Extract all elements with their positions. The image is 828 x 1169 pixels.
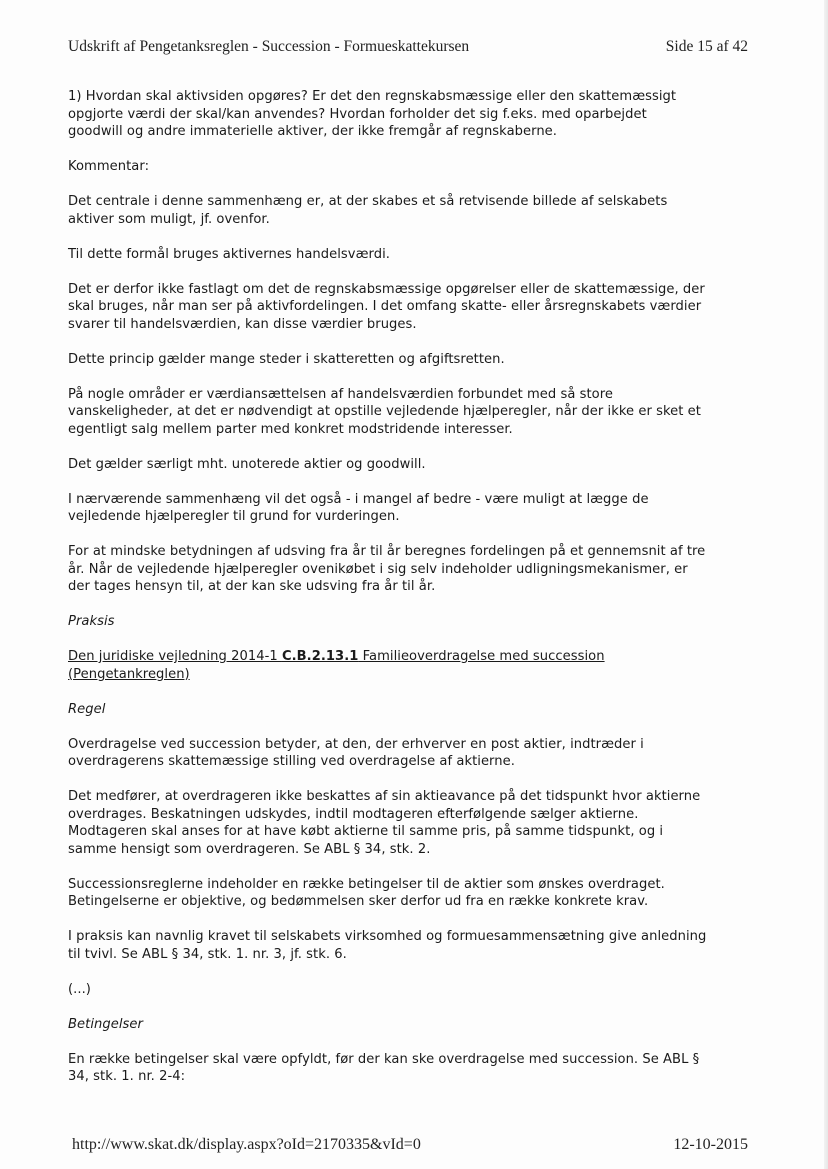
question-line: 1) Hvordan skal aktivsiden opgøres? Er det den regnskabsmæssige eller den skattemæssigt bbox=[68, 89, 677, 104]
ellipsis: (...) bbox=[68, 981, 91, 997]
paragraph-line: egentligt salg mellem parter med konkret modstridende interesser. bbox=[68, 421, 513, 437]
question-line: goodwill og andre immaterielle aktiver, der ikke fremgår af regnskaberne. bbox=[68, 124, 557, 139]
paragraph-line: I praksis kan navnlig kravet til selskabets virksomhed og formuesammensætning give anledning bbox=[68, 929, 707, 944]
paragraph-line: I nærværende sammenhæng vil det også - i mangel af bedre - være muligt at lægge de bbox=[68, 491, 649, 507]
page-footer bbox=[72, 1136, 748, 1158]
paragraph-line: der tages hensyn til, at der kan ske udsving fra år til år. bbox=[68, 579, 436, 594]
paragraph-line: Betingelserne er objektive, og bedømmelsen sker derfor ud fra en række konkrete krav. bbox=[68, 894, 649, 909]
paragraph-line: til tvivl. Se ABL § 34, stk. 1. nr. 3, jf. stk. 6. bbox=[68, 946, 347, 962]
paragraph-line: år. Når de vejledende hjælperegler ovenikøbet i sig selv indeholder udligningsmekanismer, er bbox=[68, 561, 688, 577]
paragraph-line: 34, stk. 1. nr. 2-4: bbox=[68, 1069, 186, 1084]
print-date: 12-10-2015 bbox=[673, 1136, 748, 1153]
paragraph-line: Overdragelse ved succession betyder, at den, der erhverver en post aktier, indtræder i bbox=[68, 736, 644, 752]
question-line: opgjorte værdi der skal/kan anvendes? Hvordan forholder det sig f.eks. med oparbejdet bbox=[68, 106, 647, 122]
paragraph-line: overdrages. Beskatningen udskydes, indtil modtageren efterfølgende sælger aktierne. bbox=[68, 806, 639, 822]
page-header bbox=[68, 38, 748, 60]
paragraph-line: En række betingelser skal være opfyldt, før der kan ske overdragelse med succession. Se ABL § bbox=[68, 1051, 700, 1067]
paragraph-line: vanskeligheder, at det er nødvendigt at opstille vejledende hjælperegler, når der ikke er sket et bbox=[68, 404, 701, 419]
paragraph-line: svarer til handelsværdien, kan disse værdier bruges. bbox=[68, 316, 417, 332]
link-section-code[interactable]: C.B.2.13.1 bbox=[281, 649, 359, 664]
vejledning-link[interactable] bbox=[68, 648, 758, 666]
kommentar-label: Kommentar: bbox=[68, 159, 150, 174]
source-url[interactable]: http://www.skat.dk/display.aspx?oId=2170335&vId=0 bbox=[72, 1136, 421, 1153]
page-number: Side 15 af 42 bbox=[665, 38, 748, 55]
paragraph-line: vejledende hjælperegler til grund for vurderingen. bbox=[68, 509, 400, 524]
paragraph-line: overdragerens skattemæssige stilling ved overdragelse af aktierne. bbox=[68, 754, 515, 769]
paragraph-line: Det gælder særligt mht. unoterede aktier og goodwill. bbox=[68, 456, 426, 472]
praksis-heading: Praksis bbox=[68, 614, 115, 629]
document-body bbox=[68, 88, 758, 1086]
paragraph-line: Dette princip gælder mange steder i skatteretten og afgiftsretten. bbox=[68, 351, 505, 367]
link-text[interactable]: Den juridiske vejledning 2014-1 bbox=[68, 649, 282, 664]
betingelser-heading: Betingelser bbox=[68, 1016, 143, 1032]
regel-heading: Regel bbox=[68, 701, 106, 717]
paragraph-line: Successionsreglerne indeholder en række betingelser til de aktier som ønskes overdraget. bbox=[68, 876, 665, 892]
header-title: Udskrift af Pengetanksreglen - Succession - Formueskattekursen bbox=[68, 38, 470, 55]
paragraph-line: Det medfører, at overdrageren ikke beskattes af sin aktieavance på det tidspunkt hvor aktierne bbox=[68, 789, 701, 804]
paragraph-line: For at mindske betydningen af udsving fra år til år beregnes fordelingen på et gennemsnit af tre bbox=[68, 544, 706, 559]
paragraph-line: Til dette formål bruges aktivernes handelsværdi. bbox=[68, 246, 390, 262]
link-text[interactable]: Familieoverdragelse med succession bbox=[358, 649, 605, 664]
scan-edge bbox=[824, 0, 828, 1169]
paragraph-line: Det er derfor ikke fastlagt om det de regnskabsmæssige opgørelser eller de skattemæssige, der bbox=[68, 281, 705, 297]
paragraph-line: aktiver som muligt, jf. ovenfor. bbox=[68, 211, 270, 227]
paragraph-line: samme hensigt som overdrageren. Se ABL § 34, stk. 2. bbox=[68, 841, 431, 857]
paragraph-line: På nogle områder er værdiansættelsen af handelsværdien forbundet med så store bbox=[68, 386, 613, 402]
paragraph-line: Modtageren skal anses for at have købt aktierne til samme pris, på samme tidspunkt, og i bbox=[68, 824, 664, 839]
paragraph-line: skal bruges, når man ser på aktivfordelingen. I det omfang skatte- eller årsregnskabets værdier bbox=[68, 299, 702, 314]
paragraph-line: Det centrale i denne sammenhæng er, at der skabes et så retvisende billede af selskabets bbox=[68, 194, 668, 209]
vejledning-link-line2[interactable]: (Pengetankreglen) bbox=[68, 666, 190, 682]
